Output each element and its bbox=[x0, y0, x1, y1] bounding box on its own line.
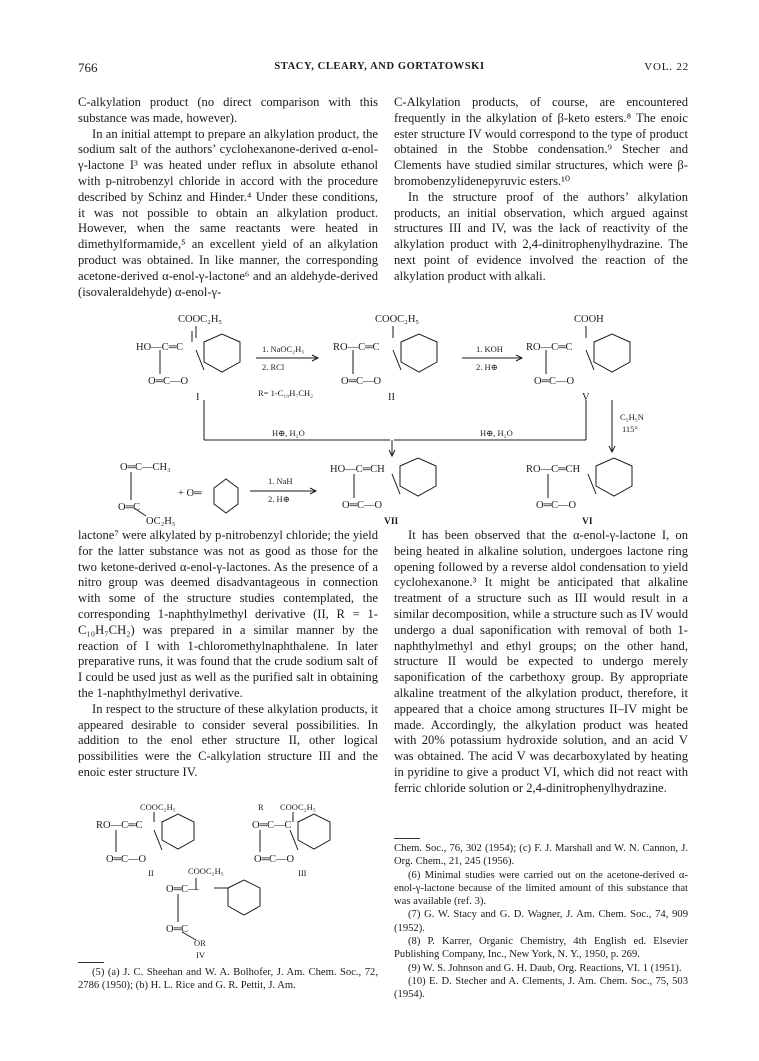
footnote: Chem. Soc., 76, 302 (1954); (c) F. J. Marshall and W. N. Cannon, J. Org. Chem., 21, 245 (1956). bbox=[394, 843, 688, 868]
label-o-c-o: O═C—O bbox=[534, 376, 575, 387]
label-o-c-o: O═C—O bbox=[341, 376, 382, 387]
label-cooc2h5: COOC₂H₅ bbox=[178, 314, 223, 325]
footnotes-right bbox=[394, 842, 688, 1002]
condition-acid-left: H⊕, H₂O bbox=[272, 428, 305, 438]
compound-label-iii: III bbox=[298, 868, 307, 878]
label-o-c-c: O═C—C bbox=[252, 820, 292, 831]
label-ro-c-ch: RO—C═CH bbox=[526, 464, 581, 475]
label-or: OR bbox=[194, 938, 206, 948]
condition-h-plus: 2. H⊕ bbox=[476, 362, 498, 372]
label-o-c-ch3: O═C—CH₃ bbox=[120, 462, 171, 473]
footnote: (5) (a) J. C. Sheehan and W. A. Bolhofer, J. Am. Chem. Soc., 72, 2786 (1950); (b) H. L. Rice and G. R. Pettit, J. Am. bbox=[78, 967, 378, 992]
label-cooc2h5: COOC₂H₅ bbox=[140, 802, 176, 812]
footnote: (8) P. Karrer, Organic Chemistry, 4th English ed. Elsevier Publishing Company, Inc., New York, N. Y., 1950, p. 269. bbox=[394, 936, 688, 961]
label-o-c-o: O═C—O bbox=[536, 500, 577, 511]
label-ro-c-c: RO—C═C bbox=[96, 820, 143, 831]
footnote: (9) W. S. Johnson and G. H. Daub, Org. Reactions, VI. 1 (1951). bbox=[408, 962, 682, 974]
footnotes-left bbox=[78, 966, 378, 993]
label-r: R bbox=[258, 802, 264, 812]
compound-label-iv: IV bbox=[196, 950, 205, 960]
footnote: (10) E. D. Stecher and A. Clements, J. Am. Chem. Soc., 75, 503 (1954). bbox=[394, 975, 688, 1001]
condition-koh: 1. KOH bbox=[476, 344, 503, 354]
condition-h-plus: 2. H⊕ bbox=[268, 494, 290, 504]
label-plus-o: + O═ bbox=[178, 488, 202, 499]
compound-label-v: V bbox=[582, 392, 590, 403]
paragraph: C-alkylation product (no direct comparison with this substance was made, however). bbox=[78, 95, 378, 125]
label-o-c: O═C bbox=[166, 924, 189, 935]
footnote-divider bbox=[394, 838, 420, 839]
label-o-c: O═C bbox=[118, 502, 141, 513]
label-cooc2h5: COOC₂H₅ bbox=[375, 314, 420, 325]
compound-label-vi: VI bbox=[582, 517, 593, 527]
label-oc2h5: OC₂H₅ bbox=[146, 516, 176, 527]
footnote: (6) Minimal studies were carried out on the acetone-derived α-enol-γ-lactone because of the limited amount of this substance that was available (ref. 3). bbox=[394, 869, 688, 908]
paragraph: lactone⁷ were alkylated by p-nitrobenzyl chloride; the yield for the latter substance was not as good as those for the two ketone-derived α-enol-γ-lactones. As the presence of a nitro group was deemed disadvantageous in connection with some of the structure studies contemplated, the corresponding 1-naphthylmethyl derivative (II, R = 1-C₁₀H₇CH₂) was prepared in a similar manner by the reaction of I with 1-chloromethylnaphthalene. In later preparative runs, it was found that the crude sodium salt of I could be used just as well as the purified salt in obtaining the 1-naphthylmethyl derivative. bbox=[78, 528, 378, 700]
compound-label-ii: II bbox=[388, 392, 395, 403]
label-o-c-o: O═C—O bbox=[342, 500, 383, 511]
volume-label: VOL. 22 bbox=[644, 61, 689, 73]
compound-label-vii: VII bbox=[384, 517, 399, 527]
paragraph: In an initial attempt to prepare an alkylation product, the sodium salt of the authors’ cyclohexanone-derived α-enol-γ-lactone I³ was heated under reflux in absolute ethanol with p-nitrobenzyl chloride in accord with the procedure described by Schinz and Hinder.⁴ Under these conditions, it was not possible to obtain an alkylation product. However, when the same reactants were heated in dimethylformamide,⁵ an excellent yield of an alkylation product was obtained. In like manner, the corresponding acetone-derived α-enol-γ-lactone⁶ and an aldehyde-derived (isovaleraldehyde) α-enol-γ- bbox=[78, 126, 378, 299]
label-ho-c-c: HO—C═C bbox=[136, 342, 184, 353]
footnote: (7) G. W. Stacy and G. D. Wagner, J. Am. Chem. Soc., 74, 909 (1952). bbox=[394, 909, 688, 934]
condition-temperature: 115° bbox=[622, 424, 638, 434]
label-o-c-o: O═C—O bbox=[148, 376, 189, 387]
label-ho-c-ch: HO—C═CH bbox=[330, 464, 385, 475]
label-ro-c-c: RO—C═C bbox=[333, 342, 380, 353]
label-cooh: COOH bbox=[574, 314, 604, 325]
paragraph: It has been observed that the α-enol-γ-lactone I, on being heated in alkaline solution, undergoes lactone ring opening followed by a reverse aldol condensation to yield cyclohexanone.³ It might be anticipated that alkaline treatment of a structure such as III would result in a similar decomposition, while a structure such as IV would undergo a dual saponification with removal of both 1-naphthylmethyl and ethyl groups; on the other hand, structure II would be expected to undergo merely saponification of the carbethoxy group. By appropriate alkaline treatment of the alkylation product, therefore, it appeared that a choice among structures II–IV might be made. Accordingly, the alkylation product was heated with 20% potassium hydroxide solution, and an acid V was obtained. The acid V was decarboxylated by heating in pyridine to give a product VI, which did not react with ferric chloride solution or 2,4-dinitrophenylhydrazine. bbox=[394, 528, 688, 795]
condition-acid-right: H⊕, H₂O bbox=[480, 428, 513, 438]
condition-rcl: 2. RCl bbox=[262, 362, 285, 372]
label-ro-c-c: RO—C═C bbox=[526, 342, 573, 353]
label-o-c-o: O═C—O bbox=[106, 854, 147, 865]
condition-pyridine: C₅H₅N bbox=[620, 412, 644, 422]
page-number: 766 bbox=[78, 60, 98, 75]
label-o-c-dash: O═C— bbox=[166, 884, 199, 895]
running-head: STACY, CLEARY, AND GORTATOWSKI bbox=[274, 61, 485, 72]
label-cooc2h5: COOC₂H₅ bbox=[280, 802, 316, 812]
condition-r-definition: R= 1-C₁₀H₇CH₂ bbox=[258, 388, 314, 398]
condition-nah: 1. NaH bbox=[268, 476, 293, 486]
footnote-divider bbox=[78, 962, 104, 963]
paragraph: C-Alkylation products, of course, are encountered frequently in the alkylation of β-keto esters.⁸ The enoic ester structure IV would correspond to the type of product obtained in the Stobbe condensation.⁹ Stecher and Clements have studied similar structures, which were β-bromobenzylidenepyruvic esters.¹⁰ bbox=[394, 95, 688, 188]
label-cooc2h5: COOC₂H₅ bbox=[188, 866, 224, 876]
paragraph: In the structure proof of the authors’ alkylation products, an initial observation, which argued against structures III and IV, was the lack of reactivity of the alkylation product with 2,4-dinitrophenylhydrazine. The next point of evidence involved the reaction of the alkylation product with alkali. bbox=[394, 189, 688, 283]
compound-label-ii: II bbox=[148, 868, 154, 878]
label-o-c-o: O═C—O bbox=[254, 854, 295, 865]
condition-naoc2h5: 1. NaOC₂H₅ bbox=[262, 344, 305, 354]
compound-label-i: I bbox=[196, 392, 200, 403]
paragraph: In respect to the structure of these alkylation products, it appeared desirable to consider several possibilities. In addition to the enol ether structure II, other logical possibilities were the C-alkylation structure III and the enoic ester structure IV. bbox=[78, 701, 378, 779]
